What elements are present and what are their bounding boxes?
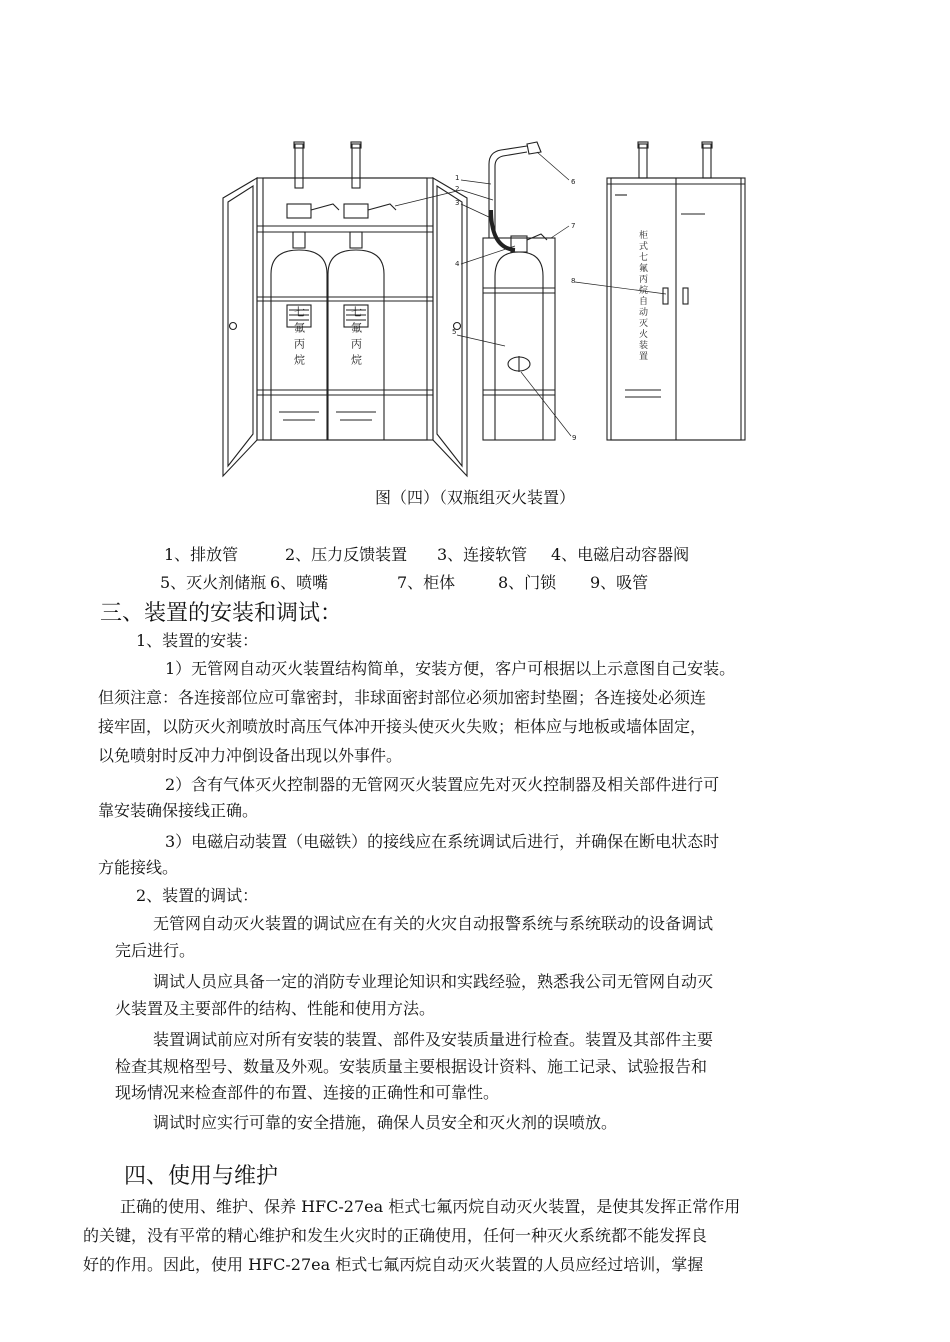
s3-p7-line1: 调试时应实行可靠的安全措施，确保人员安全和灭火剂的误喷放。: [153, 1113, 618, 1132]
callout-4: 4: [455, 260, 460, 268]
s3-p6-line3: 现场情况来检查部件的布置、连接的正确性和可靠性。: [115, 1083, 500, 1102]
callout-5: 5: [452, 328, 457, 336]
s3-p1-line4: 以免喷射时反冲力冲倒设备出现以外事件。: [98, 746, 403, 765]
s3-p6-line2: 检查其规格型号、数量及外观。安装质量主要根据设计资料、施工记录、试验报告和: [115, 1057, 708, 1076]
callout-1: 1: [455, 174, 460, 182]
cabinet-label: 柜式七氟丙烷自动灭火装置: [637, 230, 647, 362]
callout-3: 3: [455, 199, 460, 207]
s3-p3-line2: 方能接线。: [98, 858, 179, 877]
callout-8: 8: [571, 277, 576, 285]
s3-p6-line1: 装置调试前应对所有安装的装置、部件及安装质量进行检查。装置及其部件主要: [153, 1030, 714, 1049]
legend-item-6: 6、喷嘴: [270, 573, 329, 592]
cabinet-diagram: [215, 140, 755, 480]
legend-item-8: 8、门锁: [498, 573, 557, 592]
section4-title: 四、使用与维护: [124, 1164, 279, 1189]
s3-p1-line2: 但须注意：各连接部位应可靠密封，非球面密封部位必须加密封垫圈；各连接处必须连: [98, 688, 707, 707]
cabinet-body-open: [257, 178, 433, 440]
s3-p2-line1: 2）含有气体灭火控制器的无管网灭火装置应先对灭火控制器及相关部件进行可: [165, 775, 720, 794]
s4-p1-line2: 的关键，没有平常的精心维护和发生火灾时的正确使用，任何一种灭火系统都不能发挥良: [83, 1226, 708, 1245]
callout-9: 9: [572, 434, 577, 442]
section3-title: 三、装置的安装和调试：: [100, 601, 343, 626]
side-cylinder: [495, 252, 543, 440]
s3-p5-line2: 火装置及主要部件的结构、性能和使用方法。: [115, 999, 436, 1018]
s3-p1-line3: 接牢固，以防灭火剂喷放时高压气体冲开接头使灭火失败；柜体应与地板或墙体固定，: [98, 717, 707, 736]
s4-p1-line3: 好的作用。因此，使用 HFC-27ea 柜式七氟丙烷自动灭火装置的人员应经过培训，掌握: [83, 1255, 704, 1274]
callout-6: 6: [571, 178, 576, 186]
s4-p1-line1: 正确的使用、维护、保养 HFC-27ea 柜式七氟丙烷自动灭火装置，是使其发挥正常作用: [120, 1197, 741, 1216]
legend-item-1: 1、排放管: [164, 545, 239, 564]
s3-p4-line2: 完后进行。: [115, 941, 196, 960]
section3-sub2: 2、装置的调试：: [136, 886, 259, 905]
callout-7: 7: [571, 222, 576, 230]
section3-sub1: 1、装置的安装：: [136, 631, 259, 650]
legend-item-3: 3、连接软管: [437, 545, 528, 564]
side-cabinet: [483, 238, 555, 440]
cylinder-left-label: 七氟丙烷: [292, 306, 306, 370]
cylinder-right-label: 七氟丙烷: [349, 306, 363, 370]
s3-p1-line1: 1）无管网自动灭火装置结构简单，安装方便，客户可根据以上示意图自己安装。: [165, 659, 736, 678]
s3-p3-line1: 3）电磁启动装置（电磁铁）的接线应在系统调试后进行，并确保在断电状态时: [165, 832, 720, 851]
s3-p4-line1: 无管网自动灭火装置的调试应在有关的火灾自动报警系统与系统联动的设备调试: [153, 914, 714, 933]
legend-item-9: 9、吸管: [590, 573, 649, 592]
figure-caption: 图（四）（双瓶组灭火装置）: [374, 488, 575, 507]
callout-2: 2: [455, 185, 460, 193]
legend-item-7: 7、柜体: [397, 573, 456, 592]
legend-item-5: 5、灭火剂储瓶: [160, 573, 267, 592]
s3-p5-line1: 调试人员应具备一定的消防专业理论知识和实践经验，熟悉我公司无管网自动灭: [153, 972, 714, 991]
legend-item-4: 4、电磁启动容器阀: [551, 545, 690, 564]
legend-item-2: 2、压力反馈装置: [285, 545, 408, 564]
s3-p2-line2: 靠安装确保接线正确。: [98, 801, 259, 820]
